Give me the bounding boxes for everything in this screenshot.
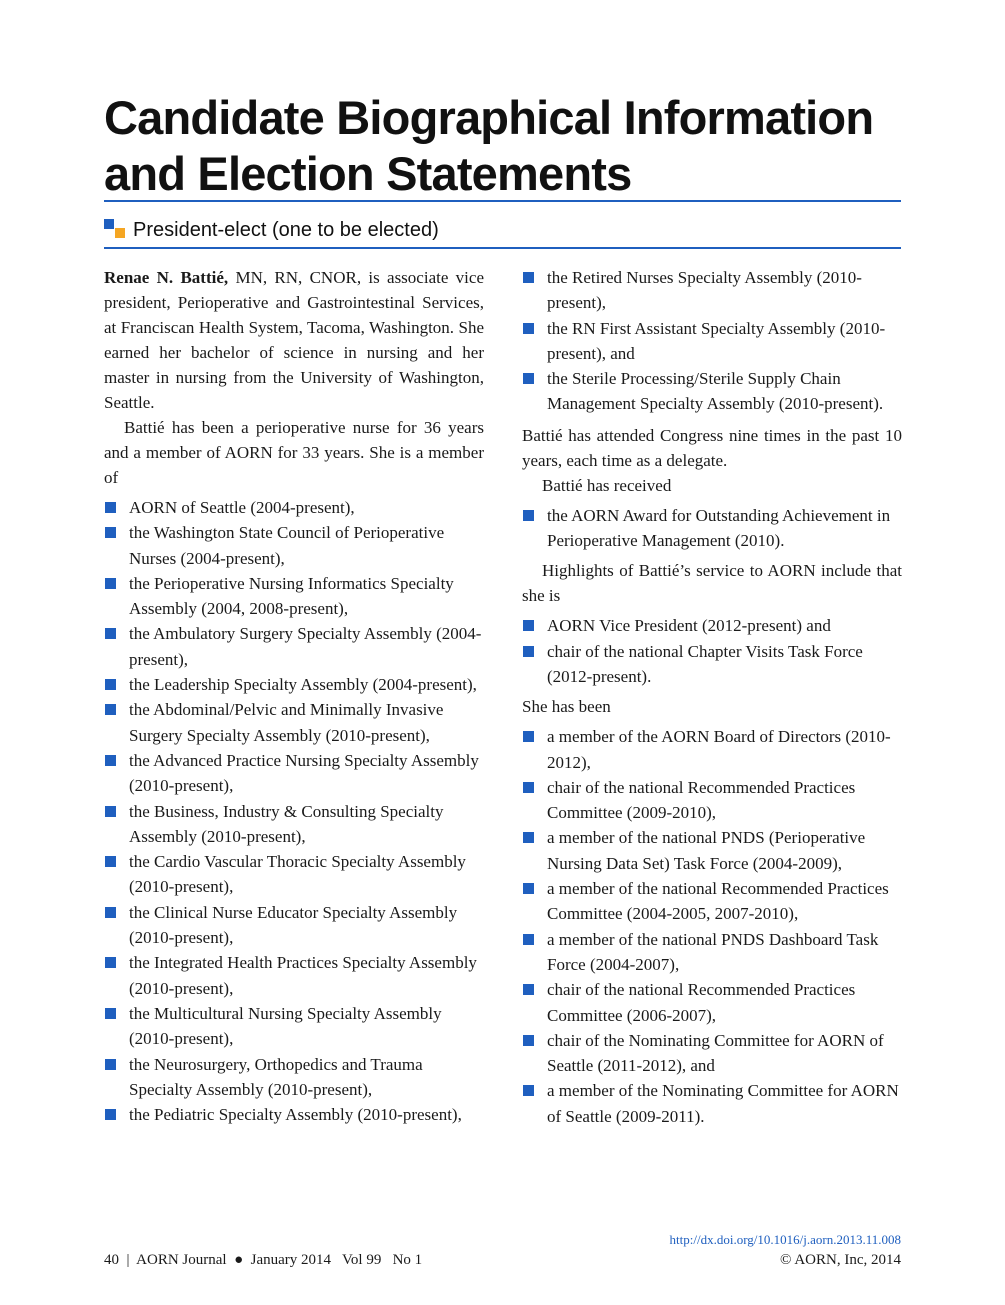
list-item: the RN First Assistant Specialty Assembly (2010-present), and [522,316,902,367]
title-divider [104,200,901,202]
list-item: the AORN Award for Outstanding Achievement in Perioperative Management (2010). [522,503,902,554]
membership-list [104,495,484,1127]
page-title: Candidate Biographical Information and Election Statements [104,91,874,200]
list-item: AORN Vice President (2012-present) and [522,613,902,638]
list-item: the Cardio Vascular Thoracic Specialty Assembly (2010-present), [104,849,484,900]
intro-text: MN, RN, CNOR, is associate vice president, Perioperative and Gastrointestinal Services, at Franciscan Health System, Tacoma, Washington. She earned her bachelor of science in nursing and her master in nursing from the University of Washington, Seattle. [104,268,484,412]
list-item: a member of the Nominating Committee for AORN of Seattle (2009-2011). [522,1078,902,1129]
list-item: the Retired Nurses Specialty Assembly (2010-present), [522,265,902,316]
section-divider [104,247,901,249]
list-item: chair of the Nominating Committee for AORN of Seattle (2011-2012), and [522,1028,902,1079]
list-item: a member of the AORN Board of Directors (2010-2012), [522,724,902,775]
past-roles-intro: She has been [522,697,611,717]
list-item: chair of the national Recommended Practices Committee (2009-2010), [522,775,902,826]
list-item: the Ambulatory Surgery Specialty Assembly (2004-present), [104,621,484,672]
list-item: a member of the national Recommended Practices Committee (2004-2005, 2007-2010), [522,876,902,927]
membership-list-continued [522,265,902,417]
list-item: the Perioperative Nursing Informatics Specialty Assembly (2004, 2008-present), [104,571,484,622]
highlights-intro: Highlights of Battié’s service to AORN include that she is [522,561,902,606]
highlights-list [522,613,902,689]
candidate-name: Renae N. Battié, [104,268,229,287]
received-intro: Battié has received [542,475,672,495]
right-column [522,265,902,1134]
past-roles-list [522,724,902,1129]
section-title: President-elect (one to be elected) [133,218,439,241]
list-item: the Advanced Practice Nursing Specialty Assembly (2010-present), [104,748,484,799]
congress-paragraph: Battié has attended Congress nine times in the past 10 years, each time as a delegate. [522,425,902,470]
journal-footer: 40 | AORN Journal ● January 2014 Vol 99 No 1 [104,1252,423,1268]
list-item: a member of the national PNDS (Perioperative Nursing Data Set) Task Force (2004-2009), [522,825,902,876]
copyright-footer: © AORN, Inc, 2014 [780,1252,901,1268]
list-item: the Leadership Specialty Assembly (2004-present), [104,672,484,697]
section-squares-icon [104,219,126,241]
awards-list [522,503,902,554]
list-item: the Clinical Nurse Educator Specialty Assembly (2010-present), [104,900,484,951]
list-item: chair of the national Chapter Visits Task Force (2012-present). [522,639,902,690]
doi-link[interactable]: http://dx.doi.org/10.1016/j.aorn.2013.11.008 [669,1232,901,1247]
list-item: a member of the national PNDS Dashboard Task Force (2004-2007), [522,927,902,978]
list-item: the Pediatric Specialty Assembly (2010-present), [104,1102,484,1127]
list-item: the Washington State Council of Perioperative Nurses (2004-present), [104,520,484,571]
list-item: the Multicultural Nursing Specialty Assembly (2010-present), [104,1001,484,1052]
left-column [104,265,484,1132]
list-item: the Business, Industry & Consulting Specialty Assembly (2010-present), [104,799,484,850]
list-item: the Abdominal/Pelvic and Minimally Invasive Surgery Specialty Assembly (2010-present), [104,697,484,748]
list-item: chair of the national Recommended Practices Committee (2006-2007), [522,977,902,1028]
list-item: the Neurosurgery, Orthopedics and Trauma Specialty Assembly (2010-present), [104,1052,484,1103]
membership-intro: Battié has been a perioperative nurse for 36 years and a member of AORN for 33 years. She is a member of [104,418,484,487]
list-item: the Integrated Health Practices Specialty Assembly (2010-present), [104,950,484,1001]
intro-paragraph [104,265,484,415]
list-item: AORN of Seattle (2004-present), [104,495,484,520]
section-heading [104,217,439,243]
list-item: the Sterile Processing/Sterile Supply Chain Management Specialty Assembly (2010-present). [522,366,902,417]
